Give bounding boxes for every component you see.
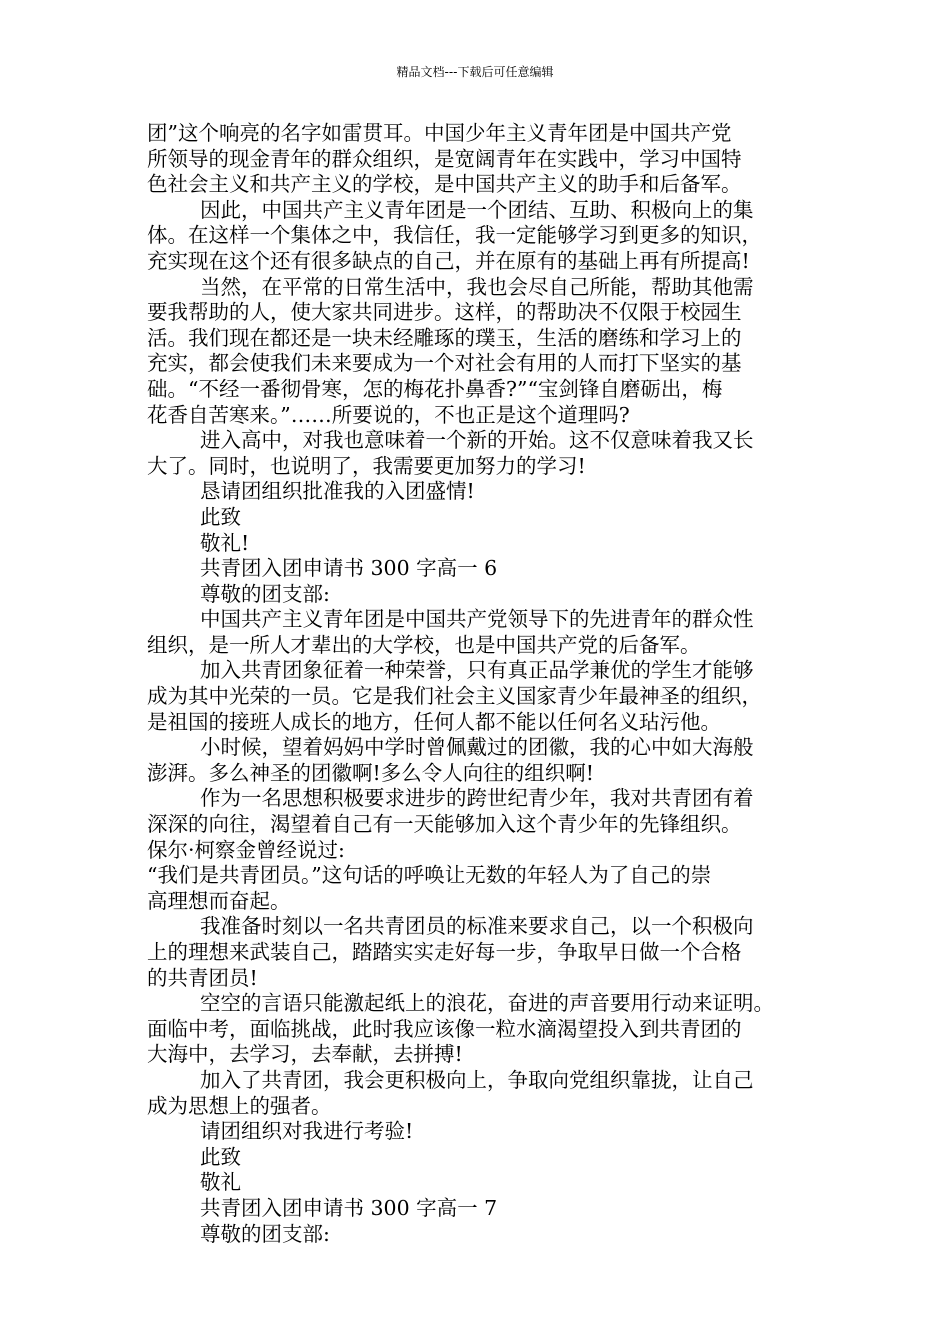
text-line: 大海中，去学习，去奉献，去拼搏!: [147, 1042, 463, 1067]
text-line: 请团组织对我进行考验!: [200, 1119, 414, 1144]
text-line: 空空的言语只能激起纸上的浪花，奋进的声音要用行动来证明。: [200, 991, 774, 1016]
text-line: 花香自苦寒来。”……所要说的，不也正是这个道理吗?: [147, 402, 630, 427]
text-line: 此致: [200, 1144, 241, 1169]
text-line: “我们是共青团员。”这句话的呼唤让无数的年轻人为了自己的崇: [147, 863, 712, 888]
text-line: 当然，在平常的日常生活中，我也会尽自己所能，帮助其他需: [200, 274, 754, 299]
text-line: 的共青团员!: [147, 965, 258, 990]
text-line: 尊敬的团支部:: [200, 1221, 330, 1246]
text-line: 小时候，望着妈妈中学时曾佩戴过的团徽，我的心中如大海般: [200, 735, 754, 760]
text-line: 组织，是一所人才辈出的大学校，也是中国共产党的后备军。: [147, 632, 701, 657]
text-line: 共青团入团申请书 300 字高一 6: [200, 556, 498, 581]
document-body: [147, 121, 812, 1247]
text-line: 是祖国的接班人成长的地方，任何人都不能以任何名义玷污他。: [147, 709, 721, 734]
text-line: 面临中考，面临挑战，此时我应该像一粒水滴渴望投入到共青团的: [147, 1016, 742, 1041]
text-line: 保尔·柯察金曾经说过:: [147, 837, 345, 862]
text-line: 因此，中国共产主义青年团是一个团结、互助、积极向上的集: [200, 197, 754, 222]
text-line: 团”这个响亮的名字如雷贯耳。中国少年主义青年团是中国共产党: [147, 121, 732, 145]
text-line: 色社会主义和共产主义的学校，是中国共产主义的助手和后备军。: [147, 172, 742, 197]
text-line: 我准备时刻以一名共青团员的标准来要求自己，以一个积极向: [200, 914, 754, 939]
text-line: 大了。同时，也说明了，我需要更加努力的学习!: [147, 453, 586, 478]
text-line: 所领导的现金青年的群众组织，是宽阔青年在实践中，学习中国特: [147, 146, 742, 171]
text-line: 作为一名思想积极要求进步的跨世纪青少年，我对共青团有着: [200, 786, 754, 811]
text-line: 础。“不经一番彻骨寒，怎的梅花扑鼻香?”“宝剑锋自磨砺出，梅: [147, 376, 723, 401]
text-line: 尊敬的团支部:: [200, 581, 330, 606]
text-line: 成为思想上的强者。: [147, 1093, 332, 1118]
text-line: 要我帮助的人，使大家共同进步。这样，的帮助决不仅限于校园生: [147, 300, 742, 325]
text-line: 此致: [200, 504, 241, 529]
text-line: 上的理想来武装自己，踏踏实实走好每一步，争取早日做一个合格: [147, 940, 742, 964]
text-line: 中国共产主义青年团是中国共产党领导下的先进青年的群众性: [200, 607, 754, 632]
text-line: 敬礼: [200, 1170, 241, 1195]
text-line: 体。在这样一个集体之中，我信任，我一定能够学习到更多的知识，: [147, 223, 762, 248]
text-line: 成为其中光荣的一员。它是我们社会主义国家青少年最神圣的组织，: [147, 684, 762, 709]
text-line: 充实现在这个还有很多缺点的自己，并在原有的基础上再有所提高!: [147, 248, 750, 273]
text-line: 进入高中，对我也意味着一个新的开始。这不仅意味着我又长: [200, 428, 754, 453]
text-line: 共青团入团申请书 300 字高一 7: [200, 1195, 498, 1220]
text-line: 澎湃。多么神圣的团徽啊!多么令人向往的组织啊!: [147, 760, 594, 785]
text-line: 充实，都会使我们未来要成为一个对社会有用的人而打下坚实的基: [147, 351, 742, 376]
text-line: 恳请团组织批准我的入团盛情!: [200, 479, 475, 504]
text-line: 高理想而奋起。: [147, 888, 291, 913]
text-line: 活。我们现在都还是一块未经雕琢的璞玉，生活的磨练和学习上的: [147, 325, 742, 350]
text-line: 敬礼!: [200, 530, 250, 555]
text-line: 深深的向往，渴望着自己有一天能够加入这个青少年的先锋组织。: [147, 812, 742, 837]
page-header: 精品文档---下载后可任意编辑: [396, 65, 554, 79]
text-line: 加入共青团象征着一种荣誉，只有真正品学兼优的学生才能够: [200, 658, 754, 683]
text-line: 加入了共青团，我会更积极向上，争取向党组织靠拢，让自己: [200, 1067, 754, 1092]
